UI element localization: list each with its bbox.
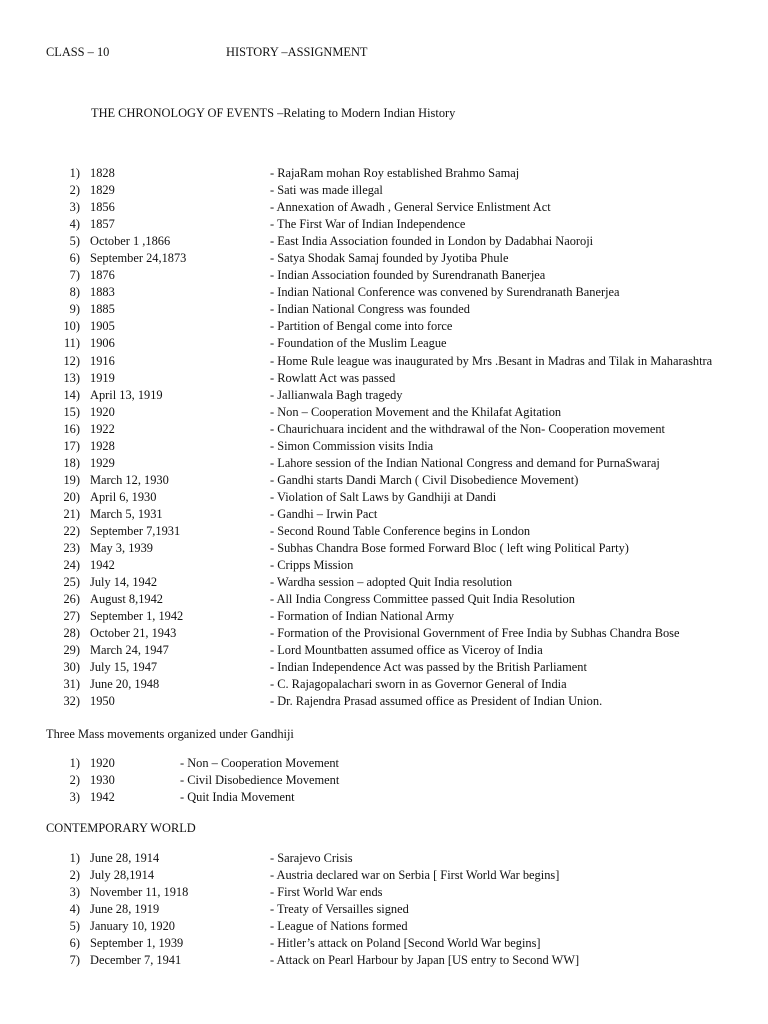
- item-date: March 24, 1947: [90, 643, 169, 658]
- list-item: [0, 952, 768, 969]
- item-date: 1916: [90, 353, 115, 368]
- item-number: 3): [69, 885, 80, 900]
- list-item: [0, 421, 768, 438]
- item-date: 1906: [90, 336, 115, 351]
- item-number: 5): [69, 234, 80, 249]
- list-item: [0, 489, 768, 506]
- item-number: 32): [63, 694, 80, 709]
- item-event: - Austria declared war on Serbia [ First World War begins]: [270, 868, 560, 883]
- list-item: [0, 659, 768, 676]
- item-event: - Satya Shodak Samaj founded by Jyotiba Phule: [270, 251, 509, 266]
- item-event: - Sati was made illegal: [270, 183, 383, 198]
- item-event: - Hitler’s attack on Poland [Second World War begins]: [270, 936, 541, 951]
- item-event: - Indian Association founded by Surendranath Banerjea: [270, 268, 546, 283]
- item-date: August 8,1942: [90, 592, 163, 607]
- list-item: [0, 233, 768, 250]
- class-label: CLASS – 10: [46, 45, 110, 59]
- list-item: [0, 387, 768, 404]
- list-item: [0, 625, 768, 642]
- item-event: - Jallianwala Bagh tragedy: [270, 387, 403, 402]
- item-date: November 11, 1918: [90, 885, 189, 900]
- item-event: - First World War ends: [270, 885, 383, 900]
- item-number: 5): [69, 919, 80, 934]
- list-item: [0, 935, 768, 952]
- item-number: 4): [69, 902, 80, 917]
- list-item: [0, 676, 768, 693]
- item-date: 1905: [90, 319, 115, 334]
- list-item: [0, 335, 768, 352]
- item-number: 8): [69, 285, 80, 300]
- item-number: 31): [63, 677, 80, 692]
- item-number: 6): [69, 936, 80, 951]
- item-event: - C. Rajagopalachari sworn in as Governor General of India: [270, 677, 567, 692]
- list-item: [0, 918, 768, 935]
- item-event: - Attack on Pearl Harbour by Japan [US entry to Second WW]: [270, 953, 580, 968]
- item-event: - RajaRam mohan Roy established Brahmo Samaj: [270, 166, 520, 180]
- item-date: October 1 ,1866: [90, 234, 171, 249]
- item-number: 27): [63, 609, 80, 624]
- item-number: 4): [69, 217, 80, 232]
- item-number: 23): [63, 541, 80, 556]
- list-item: [0, 438, 768, 455]
- item-number: 1): [69, 756, 80, 770]
- contemporary-world-heading: CONTEMPORARY WORLD: [46, 821, 196, 835]
- list-item: [0, 867, 768, 884]
- list-item: [0, 884, 768, 901]
- item-number: 14): [63, 387, 80, 402]
- list-item: [0, 267, 768, 284]
- item-date: October 21, 1943: [90, 626, 177, 641]
- item-number: 10): [63, 319, 80, 334]
- item-number: 1): [69, 166, 80, 180]
- item-event: - Non – Cooperation Movement and the Khilafat Agitation: [270, 404, 562, 419]
- item-date: June 20, 1948: [90, 677, 160, 692]
- item-event: - Gandhi – Irwin Pact: [270, 506, 378, 521]
- item-date: April 6, 1930: [90, 489, 157, 504]
- item-number: 2): [69, 183, 80, 198]
- list-item: [0, 199, 768, 216]
- list-item: [0, 642, 768, 659]
- item-date: January 10, 1920: [90, 919, 175, 934]
- item-date: 1930: [90, 773, 115, 788]
- item-date: 1857: [90, 217, 115, 232]
- item-number: 6): [69, 251, 80, 266]
- item-number: 20): [63, 489, 80, 504]
- item-date: June 28, 1914: [90, 851, 160, 865]
- item-number: 16): [63, 421, 80, 436]
- item-event: - Non – Cooperation Movement: [180, 756, 339, 770]
- item-date: 1920: [90, 404, 115, 419]
- item-date: March 5, 1931: [90, 506, 163, 521]
- item-event: - Rowlatt Act was passed: [270, 370, 396, 385]
- item-date: June 28, 1919: [90, 902, 160, 917]
- item-event: - Annexation of Awadh , General Service Enlistment Act: [270, 200, 551, 215]
- item-date: July 28,1914: [90, 868, 155, 883]
- item-date: 1856: [90, 200, 115, 215]
- item-number: 3): [69, 200, 80, 215]
- item-number: 11): [63, 336, 80, 351]
- item-date: 1920: [90, 756, 115, 770]
- chronology-list: [0, 165, 768, 711]
- item-date: 1922: [90, 421, 115, 436]
- list-item: [0, 591, 768, 608]
- item-number: 9): [69, 302, 80, 317]
- list-item: [0, 455, 768, 472]
- item-event: - Formation of Indian National Army: [270, 609, 455, 624]
- mass-movements-list: [0, 755, 768, 806]
- item-date: July 15, 1947: [90, 660, 158, 675]
- item-event: - Treaty of Versailles signed: [270, 902, 409, 917]
- item-number: 28): [63, 626, 80, 641]
- item-number: 7): [69, 953, 80, 968]
- subject-label: HISTORY –ASSIGNMENT: [226, 45, 368, 59]
- item-event: - Lahore session of the Indian National Congress and demand for PurnaSwaraj: [270, 455, 660, 470]
- item-number: 29): [63, 643, 80, 658]
- list-item: [0, 506, 768, 523]
- list-item: [0, 574, 768, 591]
- list-item: [0, 901, 768, 918]
- item-date: 1883: [90, 285, 115, 300]
- list-item: [0, 284, 768, 301]
- item-number: 24): [63, 558, 80, 573]
- list-item: [0, 850, 768, 867]
- item-event: - Formation of the Provisional Government of Free India by Subhas Chandra Bose: [270, 626, 680, 641]
- item-event: - Sarajevo Crisis: [270, 851, 353, 865]
- item-number: 26): [63, 592, 80, 607]
- item-event: - Civil Disobedience Movement: [180, 773, 340, 788]
- item-event: - Gandhi starts Dandi March ( Civil Disobedience Movement): [270, 472, 579, 487]
- item-date: 1919: [90, 370, 115, 385]
- item-number: 18): [63, 455, 80, 470]
- list-item: [0, 216, 768, 233]
- item-event: - Lord Mountbatten assumed office as Viceroy of India: [270, 643, 543, 658]
- item-event: - Indian National Congress was founded: [270, 302, 470, 317]
- item-number: 12): [63, 353, 80, 368]
- item-number: 21): [63, 506, 80, 521]
- item-number: 1): [69, 851, 80, 865]
- list-item: [0, 755, 768, 772]
- list-item: [0, 693, 768, 710]
- item-event: - Indian Independence Act was passed by the British Parliament: [270, 660, 587, 675]
- item-date: April 13, 1919: [90, 387, 163, 402]
- item-date: December 7, 1941: [90, 953, 182, 968]
- list-item: [0, 557, 768, 574]
- item-number: 2): [69, 868, 80, 883]
- item-date: 1928: [90, 438, 115, 453]
- item-event: - League of Nations formed: [270, 919, 408, 934]
- list-item: [0, 608, 768, 625]
- list-item: [0, 301, 768, 318]
- item-number: 22): [63, 523, 80, 538]
- list-item: [0, 540, 768, 557]
- item-date: 1829: [90, 183, 115, 198]
- item-event: - Subhas Chandra Bose formed Forward Bloc ( left wing Political Party): [270, 541, 629, 556]
- item-event: - Chaurichuara incident and the withdrawal of the Non- Cooperation movement: [270, 421, 665, 436]
- item-event: - Cripps Mission: [270, 558, 354, 573]
- item-date: September 1, 1942: [90, 609, 184, 624]
- list-item: [0, 472, 768, 489]
- contemporary-world-list: [0, 850, 768, 969]
- item-number: 3): [69, 790, 80, 805]
- item-event: - East India Association founded in London by Dadabhai Naoroji: [270, 234, 594, 249]
- list-item: [0, 523, 768, 540]
- item-event: - The First War of Indian Independence: [270, 217, 466, 232]
- item-date: 1828: [90, 166, 115, 180]
- document-title: THE CHRONOLOGY OF EVENTS –Relating to Modern Indian History: [91, 106, 456, 120]
- item-event: - Quit India Movement: [180, 790, 295, 805]
- item-number: 17): [63, 438, 80, 453]
- list-item: [0, 165, 768, 182]
- list-item: [0, 250, 768, 267]
- page-header: [0, 45, 768, 63]
- item-date: 1942: [90, 790, 115, 805]
- item-date: March 12, 1930: [90, 472, 169, 487]
- item-date: 1876: [90, 268, 115, 283]
- item-date: May 3, 1939: [90, 541, 153, 556]
- item-date: September 7,1931: [90, 523, 181, 538]
- item-number: 13): [63, 370, 80, 385]
- list-item: [0, 404, 768, 421]
- list-item: [0, 182, 768, 199]
- item-date: 1929: [90, 455, 115, 470]
- item-date: September 24,1873: [90, 251, 187, 266]
- item-event: - Violation of Salt Laws by Gandhiji at Dandi: [270, 489, 497, 504]
- list-item: [0, 370, 768, 387]
- item-number: 2): [69, 773, 80, 788]
- item-number: 7): [69, 268, 80, 283]
- item-event: - All India Congress Committee passed Quit India Resolution: [270, 592, 575, 607]
- item-event: - Foundation of the Muslim League: [270, 336, 447, 351]
- list-item: [0, 318, 768, 335]
- item-event: - Second Round Table Conference begins in London: [270, 523, 531, 538]
- item-event: - Wardha session – adopted Quit India resolution: [270, 575, 513, 590]
- item-number: 25): [63, 575, 80, 590]
- item-event: - Partition of Bengal come into force: [270, 319, 453, 334]
- item-date: September 1, 1939: [90, 936, 184, 951]
- list-item: [0, 789, 768, 806]
- list-item: [0, 772, 768, 789]
- item-date: 1942: [90, 558, 115, 573]
- list-item: [0, 353, 768, 370]
- item-number: 15): [63, 404, 80, 419]
- item-event: - Indian National Conference was convened by Surendranath Banerjea: [270, 285, 620, 300]
- item-date: 1885: [90, 302, 115, 317]
- item-number: 30): [63, 660, 80, 675]
- item-date: 1950: [90, 694, 115, 709]
- item-event: - Dr. Rajendra Prasad assumed office as President of Indian Union.: [270, 694, 603, 709]
- item-date: July 14, 1942: [90, 575, 158, 590]
- mass-movements-heading: Three Mass movements organized under Gandhiji: [46, 727, 294, 741]
- item-event: - Simon Commission visits India: [270, 438, 434, 453]
- item-number: 19): [63, 472, 80, 487]
- item-event: - Home Rule league was inaugurated by Mrs .Besant in Madras and Tilak in Maharashtra: [270, 353, 713, 368]
